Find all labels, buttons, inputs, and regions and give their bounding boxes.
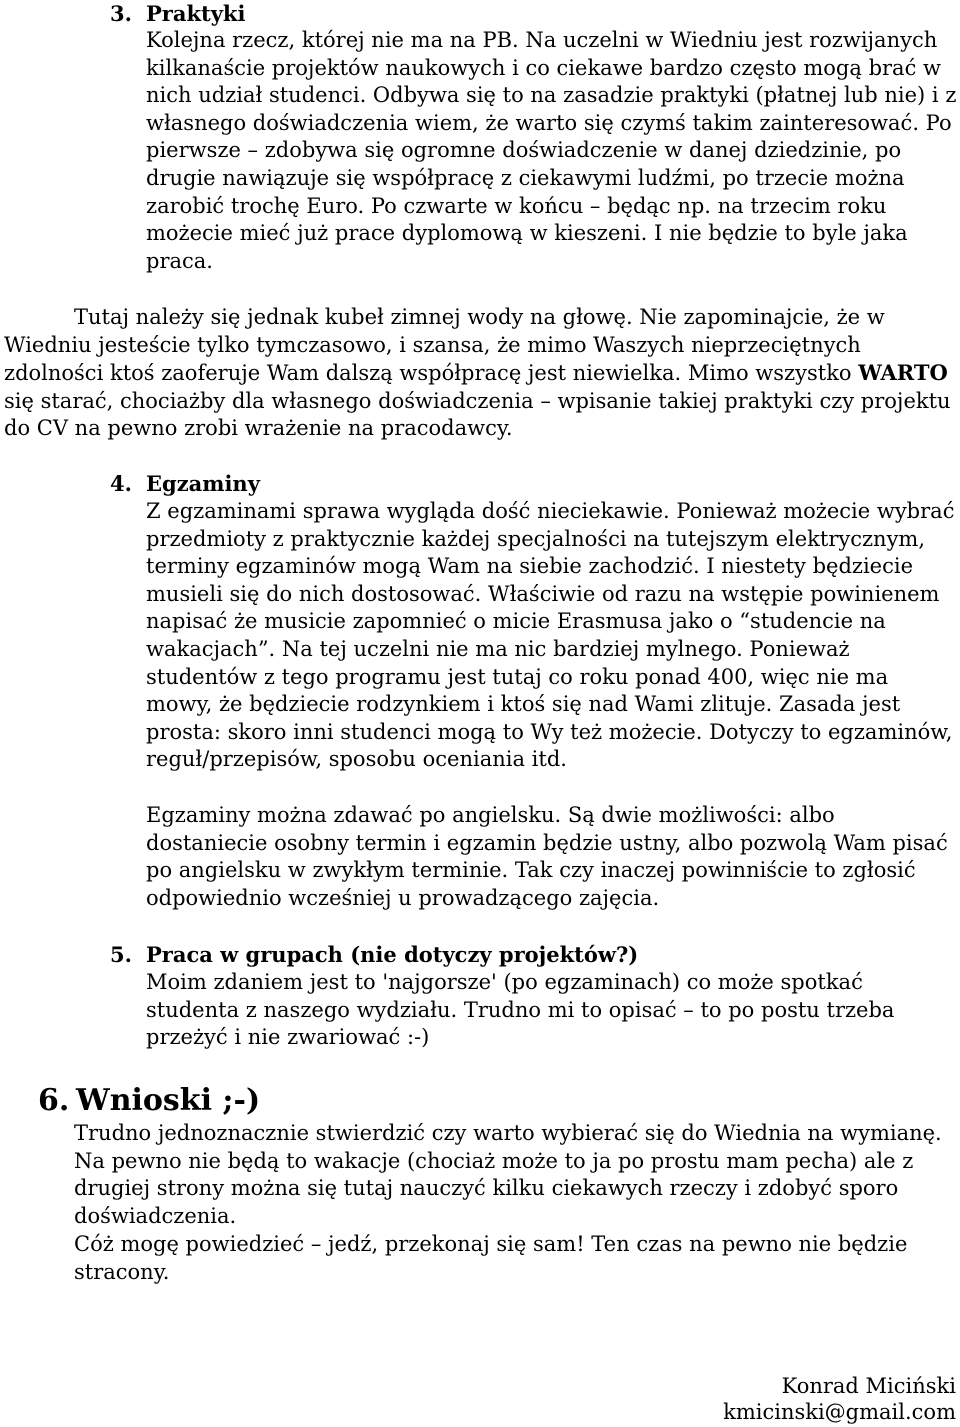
section-6-title: Wnioski ;-) xyxy=(76,1083,261,1118)
section-4-title: Egzaminy xyxy=(146,471,260,496)
section-6-paragraph: Trudno jednoznacznie stwierdzić czy warto wybierać się do Wiednia na wymianę. Na pewno nie będą to wakacje (chociaż może to ja po prostu mam pecha) ale z drugiej strony można się tutaj nauczyć kilku ciekawych rzeczy i zdobyć sporo doświadczenia. xyxy=(74,1121,942,1228)
section-3-paragraph-2-end: się starać, chociażby dla własnego doświadczenia – wpisanie takiej praktyki czy projektu do CV na pewno zrobi wrażenie na pracodawcy. xyxy=(4,388,951,441)
section-4-paragraph-2: Egzaminy można zdawać po angielsku. Są dwie możliwości: albo dostaniecie osobny termin i egzamin będzie ustny, albo pozwolą Wam pisać po angielsku w zwykłym terminie. Tak czy inaczej powinniście to zgłosić odpowiednio wcześniej u prowadzącego zajęcia. xyxy=(146,803,948,910)
section-4-number: 4. xyxy=(110,471,132,496)
section-5-number: 5. xyxy=(110,942,132,967)
section-3-paragraph: Kolejna rzecz, której nie ma na PB. Na uczelni w Wiedniu jest rozwijanych kilkanaście projektów naukowych i co ciekawe bardzo często mogą brać w nich udział studenci. Odbywa się to na zasadzie praktyki (płatnej lub nie) i z własnego doświadczenia wiem, że warto się czymś takim zainteresować. Po pierwsze – zdobywa się ogromne doświadczenie w danej dziedzinie, po drugie nawiązuje się współpracę z ciekawymi ludźmi, po trzecie można zarobić trochę Euro. Po czwarte w końcu – będąc np. na trzecim roku możecie mieć już prace dyplomową w kieszeni. I nie będzie to byle jaka praca. xyxy=(146,28,957,273)
section-3-number: 3. xyxy=(110,1,132,26)
emphasis-warto: WARTO xyxy=(858,360,948,386)
section-6-number: 6. xyxy=(38,1083,70,1118)
section-6-paragraph-2: Cóż mogę powiedzieć – jedź, przekonaj się sam! Ten czas na pewno nie będzie stracony. xyxy=(74,1232,908,1284)
section-5-paragraph: Moim zdaniem jest to 'najgorsze' (po egzaminach) co może spotkać studenta z naszego wydziału. Trudno mi to opisać – to po postu trzeba przeżyć i nie zwariować :-) xyxy=(146,970,895,1050)
section-3-paragraph-2 xyxy=(4,304,958,443)
author-name: Konrad Miciński xyxy=(781,1374,956,1398)
section-4-paragraph: Z egzaminami sprawa wygląda dość nieciekawie. Ponieważ możecie wybrać przedmioty z praktycznie każdej specjalności na tutejszym elektrycznym, terminy egzaminów mogą Wam na siebie zachodzić. I niestety będziecie musieli się do nich dostosować. Właściwie od razu na wstępie powinienem napisać że musicie zapomnieć o micie Erasmusa jako o “studencie na wakacjach”. Na tej uczelni nie ma nic bardziej mylnego. Ponieważ studentów z tego programu jest tutaj co roku ponad 400, więc nie ma mowy, że będziecie rodzynkiem i ktoś się nad Wami zlituje. Zasada jest prosta: skoro inni studenci mogą to Wy też możecie. Dotyczy to egzaminów, reguł/przepisów, sposobu oceniania itd. xyxy=(146,499,955,772)
author-email: kmicinski@gmail.com xyxy=(723,1400,956,1424)
section-3-title: Praktyki xyxy=(146,1,246,26)
section-3-paragraph-2-start: Tutaj należy się jednak kubeł zimnej wody na głowę. Nie zapominajcie, że w Wiedniu jesteście tylko tymczasowo, i szansa, że mimo Waszych nieprzeciętnych zdolności ktoś zaoferuje Wam dalszą współpracę jest niewielka. Mimo wszystko xyxy=(4,305,885,386)
section-5-title: Praca w grupach (nie dotyczy projektów?) xyxy=(146,942,639,967)
